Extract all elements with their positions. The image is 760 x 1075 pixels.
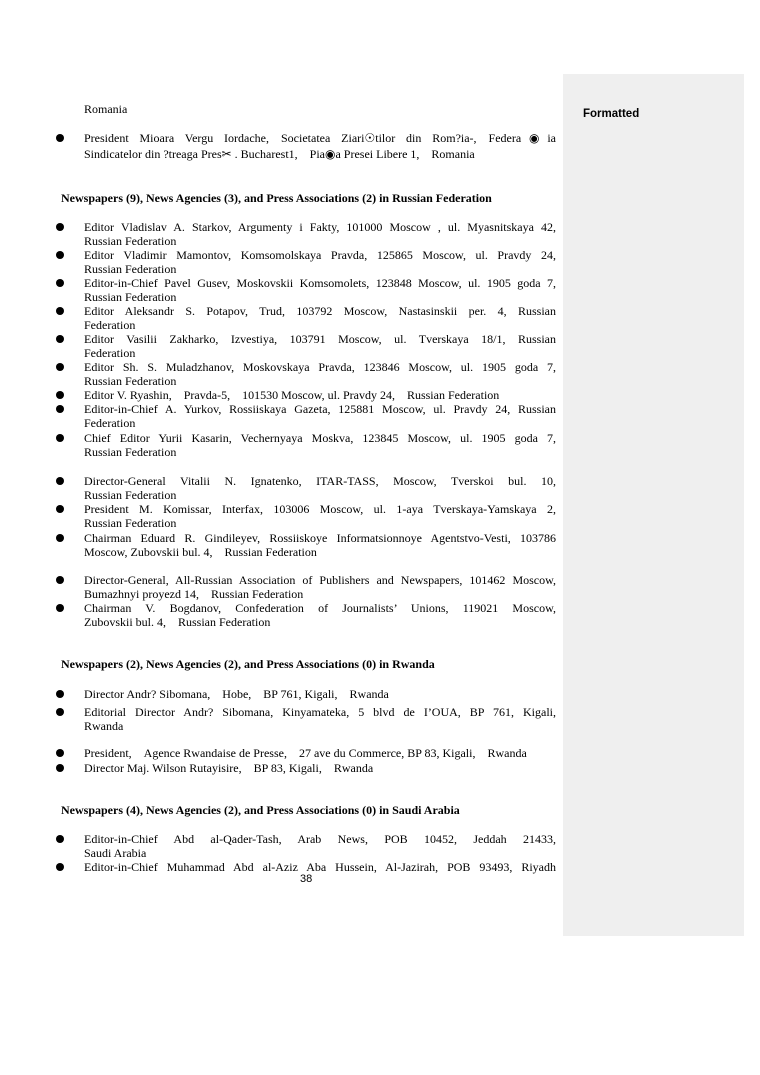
entry-line: President Mioara Vergu Iordache, Societatea Ziari☉tilor din Rom?ia-, Federa◉ia [84,131,556,145]
entry-line: Russian Federation [84,445,177,459]
bullet-icon [56,335,64,343]
entry-line: Federation [84,416,136,430]
bullet-icon [56,307,64,315]
entry-line: Chairman Eduard R. Gindileyev, Rossiiskoye Informatsionnoye Agentstvo-Vesti, 103786 [84,531,556,545]
bullet-icon [56,863,64,871]
entry-line: Chairman V. Bogdanov, Confederation of Journalists’ Unions, 119021 Moscow, [84,601,556,615]
section-heading-russia: Newspapers (9), News Agencies (3), and Press Associations (2) in Russian Federation [61,191,492,205]
bullet-icon [56,363,64,371]
bullet-icon [56,223,64,231]
entry-line: Editor V. Ryashin, Pravda-5, 101530 Moscow, ul. Pravdy 24, Russian Federation [84,388,500,402]
entry-line: Director-General Vitalii N. Ignatenko, ITAR-TASS, Moscow, Tverskoi bul. 10, [84,474,556,488]
entry-line: Editor Vasilii Zakharko, Izvestiya, 103791 Moscow, ul. Tverskaya 18/1, Russian [84,332,556,346]
bullet-icon [56,405,64,413]
bullet-icon [56,434,64,442]
bullet-icon [56,604,64,612]
entry-line: Federation [84,318,136,332]
entry-line: Editor-in-Chief A. Yurkov, Rossiiskaya Gazeta, 125881 Moscow, ul. Pravdy 24, Russian [84,402,556,416]
entry-line: Rwanda [84,719,124,733]
entry-line: Editor Sh. S. Muladzhanov, Moskovskaya Pravda, 123846 Moscow, ul. 1905 goda 7, [84,360,556,374]
bullet-icon [56,690,64,698]
bullet-icon [56,477,64,485]
entry-line: Russian Federation [84,516,177,530]
entry-line: Editor Vladimir Mamontov, Komsomolskaya Pravda, 125865 Moscow, ul. Pravdy 24, [84,248,556,262]
comment-pane [563,74,744,936]
entry-line: Director Andr? Sibomana, Hobe, BP 761, Kigali, Rwanda [84,687,389,701]
romania-continuation: Romania [84,102,128,116]
bullet-icon [56,279,64,287]
bullet-icon [56,576,64,584]
entry-line: Russian Federation [84,488,177,502]
entry-line: Editor Aleksandr S. Potapov, Trud, 103792 Moscow, Nastasinskii per. 4, Russian [84,304,556,318]
entry-line: Editor Vladislav A. Starkov, Argumenty i Fakty, 101000 Moscow , ul. Myasnitskaya 42, [84,220,556,234]
entry-line: Sindicatelor din ?treaga Pres✂ . Bucharest1, Pia◉a Presei Libere 1, Romania [84,147,475,161]
section-heading-saudi-arabia: Newspapers (4), News Agencies (2), and Press Associations (0) in Saudi Arabia [61,803,460,817]
entry-line: Editor-in-Chief Muhammad Abd al-Aziz Aba Hussein, Al-Jazirah, POB 93493, Riyadh [84,860,556,874]
bullet-icon [56,391,64,399]
bullet-icon [56,764,64,772]
bullet-icon [56,251,64,259]
entry-line: Bumazhnyi proyezd 14, Russian Federation [84,587,304,601]
bullet-icon [56,749,64,757]
formatted-comment-label[interactable]: Formatted [583,108,640,120]
bullet-icon [56,835,64,843]
page-number: 38 [300,873,313,885]
bullet-icon [56,708,64,716]
entry-line: President, Agence Rwandaise de Presse, 27 ave du Commerce, BP 83, Kigali, Rwanda [84,746,527,760]
entry-line: President M. Komissar, Interfax, 103006 Moscow, ul. 1-aya Tverskaya-Yamskaya 2, [84,502,556,516]
entry-line: Russian Federation [84,374,177,388]
entry-line: Editor-in-Chief Pavel Gusev, Moskovskii Komsomolets, 123848 Moscow, ul. 1905 goda 7, [84,276,556,290]
entry-line: Moscow, Zubovskii bul. 4, Russian Federation [84,545,317,559]
entry-line: Russian Federation [84,262,177,276]
entry-line: Editor-in-Chief Abd al-Qader-Tash, Arab News, POB 10452, Jeddah 21433, [84,832,556,846]
bullet-icon [56,534,64,542]
entry-line: Zubovskii bul. 4, Russian Federation [84,615,271,629]
entry-line: Russian Federation [84,234,177,248]
entry-line: Chief Editor Yurii Kasarin, Vechernyaya Moskva, 123845 Moscow, ul. 1905 goda 7, [84,431,556,445]
bullet-icon [56,134,64,142]
entry-line: Federation [84,346,136,360]
entry-line: Director-General, All-Russian Association of Publishers and Newspapers, 101462 Moscow, [84,573,556,587]
entry-line: Russian Federation [84,290,177,304]
bullet-icon [56,505,64,513]
entry-line: Editorial Director Andr? Sibomana, Kinyamateka, 5 blvd de I’OUA, BP 761, Kigali, [84,705,556,719]
entry-line: Director Maj. Wilson Rutayisire, BP 83, Kigali, Rwanda [84,761,374,775]
entry-line: Saudi Arabia [84,846,147,860]
section-heading-rwanda: Newspapers (2), News Agencies (2), and Press Associations (0) in Rwanda [61,657,435,671]
